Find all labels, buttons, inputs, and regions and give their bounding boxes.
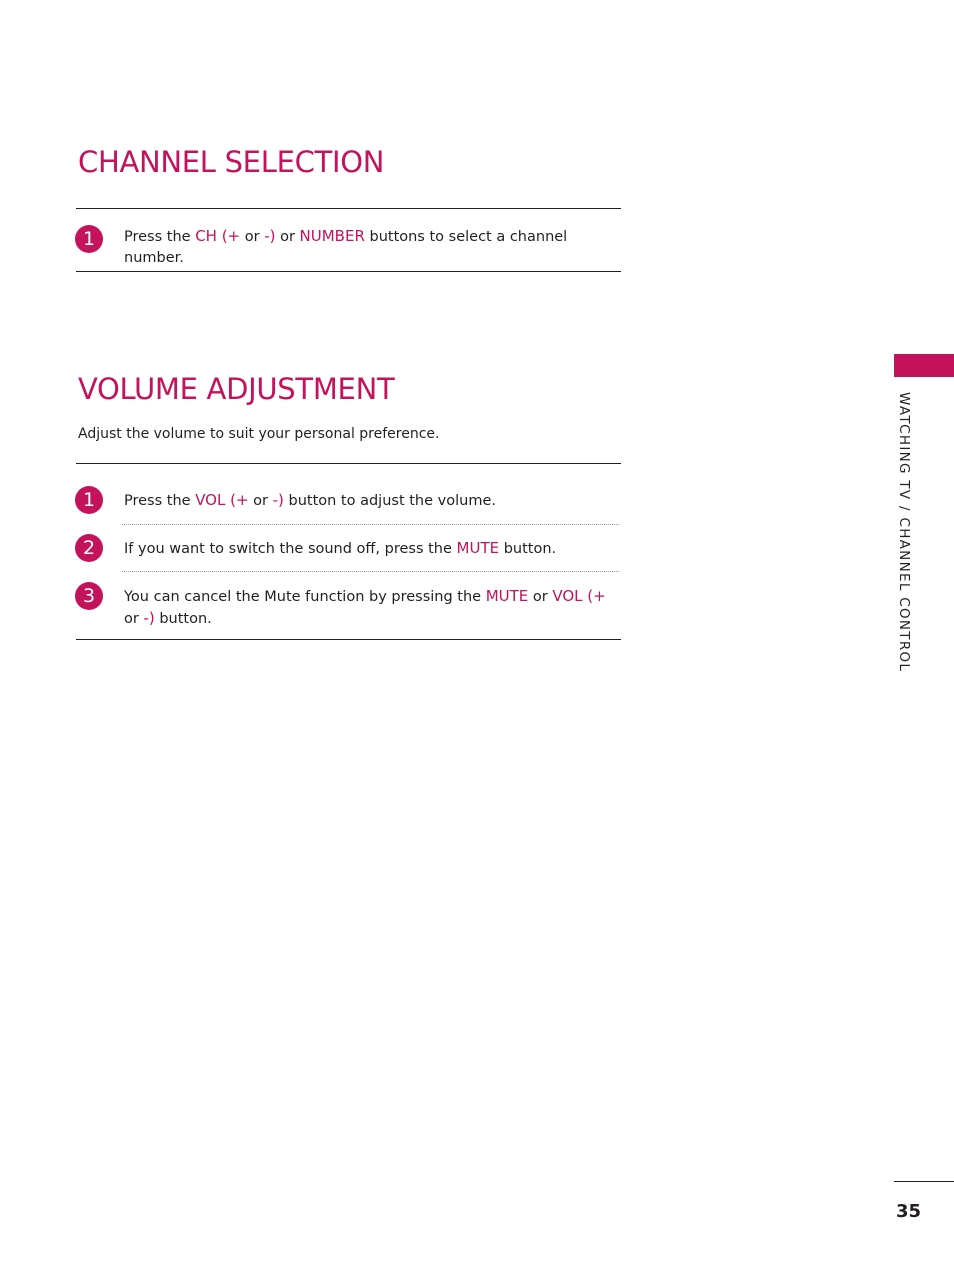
volume-adjustment-heading: VOLUME ADJUSTMENT <box>78 372 395 406</box>
step-number-badge: 3 <box>75 582 103 610</box>
volume-intro-text: Adjust the volume to suit your personal preference. <box>78 426 440 442</box>
step-number-badge: 2 <box>75 534 103 562</box>
minus-key-label: -) <box>264 227 276 245</box>
volume-step-2-text: If you want to switch the sound off, press the MUTE button. <box>124 539 557 557</box>
vol-key-label: VOL (+ <box>552 587 606 605</box>
step-number-badge: 1 <box>75 225 103 253</box>
sidebar-section-label: WATCHING TV / CHANNEL CONTROL <box>896 392 912 673</box>
channel-step-1-text: Press the CH (+ or -) or NUMBER buttons to select a channel number. <box>124 227 568 266</box>
mute-key-label: MUTE <box>485 587 529 605</box>
section-rule <box>76 639 621 640</box>
step-divider <box>122 571 619 572</box>
footer-rule <box>894 1181 954 1182</box>
volume-step-3-text: You can cancel the Mute function by pressing the MUTE or VOL (+ or -) button. <box>124 587 606 627</box>
step-number-badge: 1 <box>75 486 103 514</box>
section-rule <box>76 463 621 464</box>
number-key-label: NUMBER <box>299 227 365 245</box>
channel-selection-heading: CHANNEL SELECTION <box>78 145 385 179</box>
volume-step-1-text: Press the VOL (+ or -) button to adjust the volume. <box>124 491 496 509</box>
vol-key-label: VOL (+ <box>195 491 249 509</box>
section-tab-marker <box>894 354 954 377</box>
mute-key-label: MUTE <box>456 539 500 557</box>
minus-key-label: -) <box>272 491 284 509</box>
step-divider <box>122 524 619 525</box>
section-rule <box>76 271 621 272</box>
page-number: 35 <box>896 1201 922 1222</box>
minus-key-label: -) <box>143 609 155 627</box>
section-rule <box>76 208 621 209</box>
ch-key-label: CH (+ <box>195 227 241 245</box>
